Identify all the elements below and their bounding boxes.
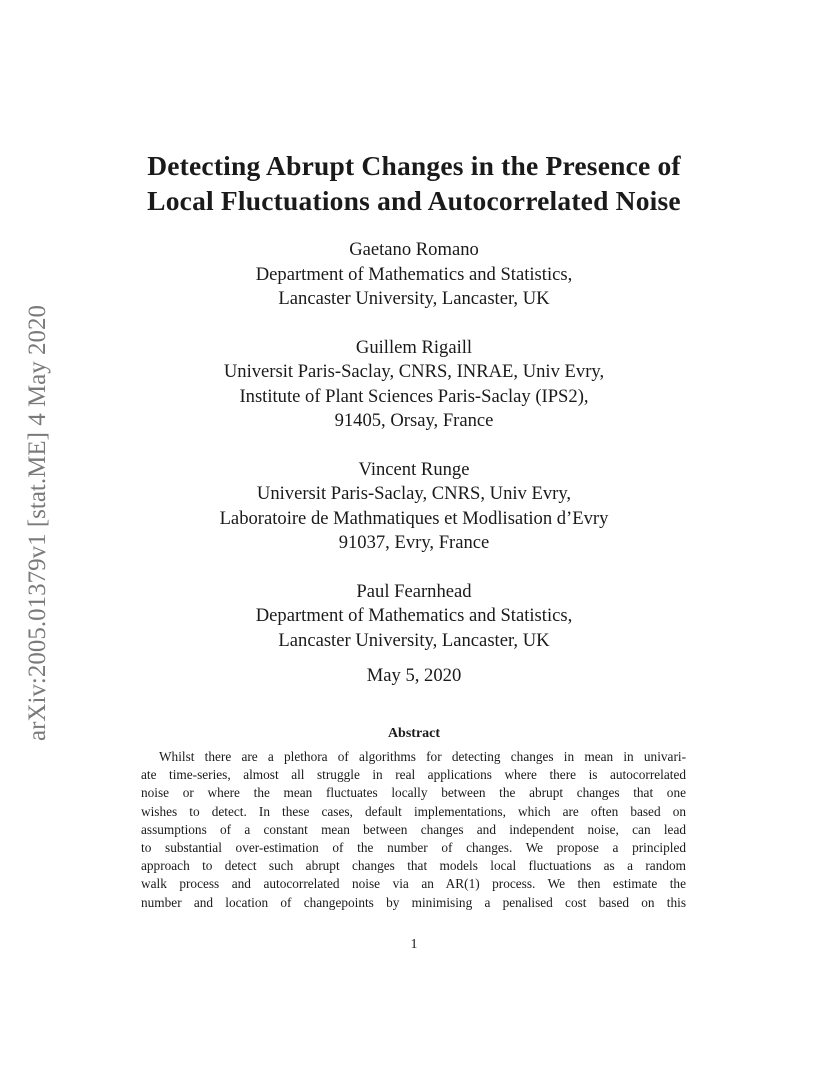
abstract-line: walk process and autocorrelated noise via an AR(1) process. We then estimate the <box>141 876 686 892</box>
author-affiliation-line: Department of Mathematics and Statistics, <box>255 263 573 285</box>
abstract-line: approach to detect such abrupt changes that models local fluctuations as a random <box>141 858 686 874</box>
publication-date: May 5, 2020 <box>366 665 462 686</box>
abstract-heading: Abstract <box>387 726 441 741</box>
abstract-line: noise or where the mean fluctuates locally between the abrupt changes that one <box>141 785 686 801</box>
author-affiliation-line: Universit Paris-Saclay, CNRS, INRAE, Univ Evry, <box>223 361 605 382</box>
author-name: Guillem Rigaill <box>355 336 473 358</box>
author-block-romano <box>100 238 728 312</box>
author-affiliation-line: 91405, Orsay, France <box>334 410 494 431</box>
author-name: Vincent Runge <box>358 458 470 480</box>
abstract-line: to substantial over-estimation of the number of changes. We propose a principled <box>141 839 686 855</box>
author-affiliation-line: 91037, Evry, France <box>338 532 490 553</box>
author-block-rigaill <box>100 336 728 434</box>
author-block-fearnhead <box>100 580 728 654</box>
title-line-2: Local Fluctuations and Autocorrelated Noise <box>147 185 681 216</box>
abstract-body <box>141 748 686 912</box>
author-affiliation-line: Universit Paris-Saclay, CNRS, Univ Evry, <box>256 483 572 504</box>
abstract-line: assumptions of a constant mean between changes and independent noise, can lead <box>141 821 686 837</box>
arxiv-identifier-stamp: arXiv:2005.01379v1 [stat.ME] 4 May 2020 <box>24 304 51 742</box>
author-affiliation-line: Lancaster University, Lancaster, UK <box>278 288 550 309</box>
author-affiliation-line: Institute of Plant Sciences Paris-Saclay (IPS2), <box>239 385 589 407</box>
author-name: Gaetano Romano <box>349 239 479 260</box>
abstract-line: ate time-series, almost all struggle in real applications where there is autocorrelated <box>141 767 686 783</box>
author-block-runge <box>100 458 728 556</box>
author-list <box>100 238 728 677</box>
author-affiliation-line: Lancaster University, Lancaster, UK <box>278 629 550 651</box>
abstract-line: number and location of changepoints by minimising a penalised cost based on this <box>141 894 686 910</box>
paper-title <box>60 148 768 218</box>
abstract-line: wishes to detect. In these cases, default implementations, which are often based on <box>141 803 686 819</box>
author-affiliation-line: Department of Mathematics and Statistics, <box>255 605 573 626</box>
author-affiliation-line: Laboratoire de Mathmatiques et Modlisation d’Evry <box>219 507 609 529</box>
title-line-1: Detecting Abrupt Changes in the Presence of <box>147 150 681 181</box>
abstract-line: Whilst there are a plethora of algorithms for detecting changes in mean in univari- <box>159 749 686 764</box>
author-name: Paul Fearnhead <box>356 580 472 602</box>
page-number: 1 <box>410 937 418 952</box>
